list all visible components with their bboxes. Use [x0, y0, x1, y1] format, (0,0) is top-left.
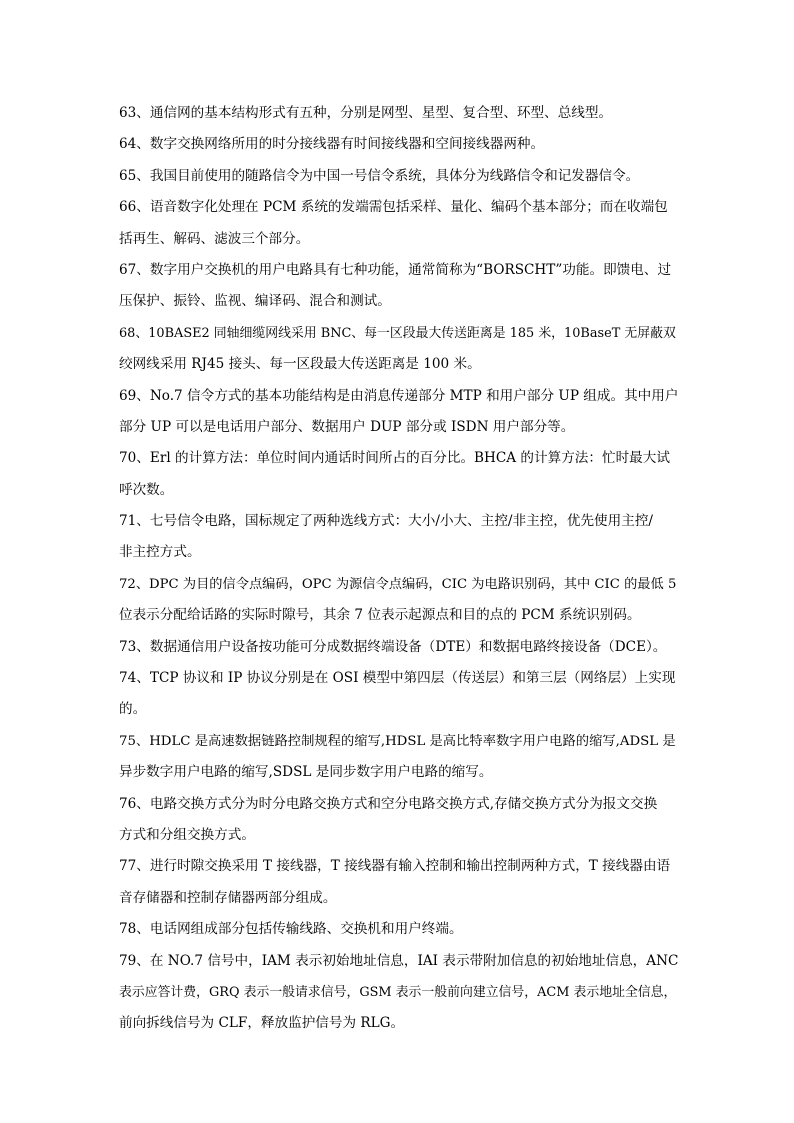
paragraph-line: 79、在 NO.7 信号中，IAM 表示初始地址信息，IAI 表示带附加信息的初始地址信息，ANC: [119, 952, 679, 969]
paragraph-line: 异步数字用户电路的缩写,SDSL 是同步数字用户电路的缩写。: [119, 764, 493, 781]
paragraph-line: 表示应答计费，GRQ 表示一般请求信号，GSM 表示一般前向建立信号，ACM 表示地址全信息，: [119, 984, 677, 1000]
numbered-paragraph: [119, 381, 679, 444]
numbered-paragraph: [119, 443, 679, 506]
paragraph-line: 前向拆线信号为 CLF，释放监护信号为 RLG。: [119, 1015, 405, 1032]
paragraph-line: 的。: [119, 701, 147, 718]
paragraph-line: 位表示分配给话路的实际时隙号，其余 7 位表示起源点和目的点的 PCM 系统识别码。: [119, 607, 641, 624]
paragraph-line: 绞网线采用 RJ45 接头、每一区段最大传送距离是 100 米。: [119, 356, 481, 373]
numbered-paragraph: [119, 192, 679, 255]
paragraph-line: 78、电话网组成部分包括传输线路、交换机和用户终端。: [119, 921, 463, 938]
paragraph-line: 74、TCP 协议和 IP 协议分别是在 OSI 模型中第四层（传送层）和第三层（网络层）上实现: [119, 670, 676, 687]
numbered-paragraph: [119, 914, 679, 945]
numbered-paragraph: [119, 663, 679, 726]
paragraph-line: 括再生、解码、滤波三个部分。: [119, 230, 310, 247]
paragraph-line: 77、进行时隙交换采用 T 接线器，T 接线器有输入控制和输出控制两种方式，T 接线器由语: [119, 858, 671, 875]
numbered-paragraph: [119, 726, 679, 789]
paragraph-line: 66、语音数字化处理在 PCM 系统的发端需包括采样、量化、编码个基本部分；而在收端包: [119, 199, 668, 216]
paragraph-line: 73、数据通信用户设备按功能可分成数据终端设备（DTE）和数据电路终接设备（DCE）。: [119, 638, 667, 655]
numbered-paragraph: [119, 789, 679, 852]
numbered-paragraph: [119, 318, 679, 381]
paragraph-line: 音存储器和控制存储器两部分组成。: [119, 889, 337, 906]
numbered-paragraph: [119, 632, 679, 663]
paragraph-line: 68、10BASE2 同轴细缆网线采用 BNC、每一区段最大传送距离是 185 米，10BaseT 无屏蔽双: [119, 325, 676, 341]
numbered-paragraph: [119, 129, 679, 160]
paragraph-line: 76、电路交换方式分为时分电路交换方式和空分电路交换方式,存储交换方式分为报文交换: [119, 795, 658, 812]
paragraph-line: 64、数字交换网络所用的时分接线器有时间接线器和空间接线器两种。: [119, 136, 545, 153]
paragraph-line: 69、No.7 信令方式的基本功能结构是由消息传递部分 MTP 和用户部分 UP 组成。其中用户: [119, 387, 679, 404]
paragraph-line: 方式和分组交换方式。: [119, 826, 255, 843]
numbered-paragraph: [119, 506, 679, 569]
paragraph-line: 65、我国目前使用的随路信令为中国一号信令系统，具体分为线路信令和记发器信令。: [119, 167, 640, 184]
numbered-paragraph: [119, 255, 679, 318]
document-body: [119, 98, 679, 1040]
paragraph-line: 63、通信网的基本结构形式有五种，分别是网型、星型、复合型、环型、总线型。: [119, 105, 613, 121]
paragraph-line: 75、HDLC 是高速数据链路控制规程的缩写,HDSL 是高比特率数字用户电路的缩写,ADSL 是: [119, 733, 676, 749]
numbered-paragraph: [119, 569, 679, 632]
numbered-paragraph: [119, 98, 679, 129]
paragraph-line: 72、DPC 为目的信令点编码，OPC 为源信令点编码，CIC 为电路识别码，其中 CIC 的最低 5: [119, 576, 677, 592]
paragraph-line: 压保护、振铃、监视、编译码、混合和测试。: [119, 293, 391, 310]
paragraph-line: 71、七号信令电路，国标规定了两种选线方式：大小/小大、主控/非主控，优先使用主控/: [119, 513, 654, 530]
paragraph-line: 呼次数。: [119, 481, 174, 498]
paragraph-line: 非主控方式。: [119, 544, 201, 561]
paragraph-line: 部分 UP 可以是电话用户部分、数据用户 DUP 部分或 ISDN 用户部分等。: [119, 418, 575, 435]
numbered-paragraph: [119, 851, 679, 914]
paragraph-line: 70、Erl 的计算方法：单位时间内通话时间所占的百分比。BHCA 的计算方法：忙时最大试: [119, 450, 670, 467]
numbered-paragraph: [119, 161, 679, 192]
paragraph-line: 67、数字用户交换机的用户电路具有七种功能，通常简称为“BORSCHT”功能。即馈电、过: [119, 261, 672, 278]
numbered-paragraph: [119, 946, 679, 1040]
